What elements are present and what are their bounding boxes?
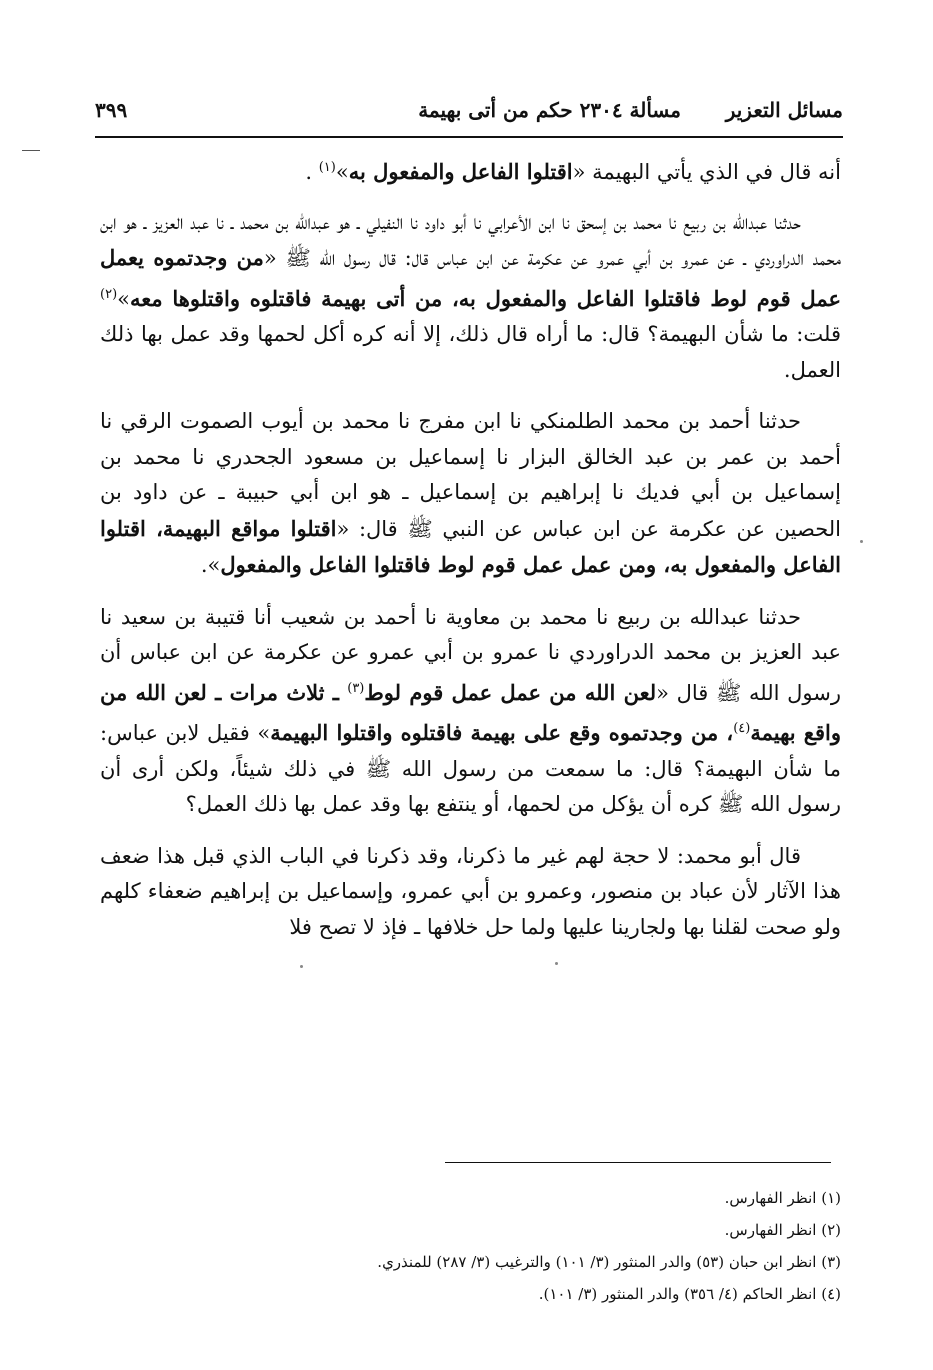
running-header — [95, 92, 843, 132]
text-segment: حدثنا عبدالله بن ربيع نا محمد بن معاوية نا أحمد بن شعيب أنا قتيبة بن سعيد نا عبد العزيز بن محمد الدراوردي نا عمرو بن أبي عمرو عن عكرمة عن ابن عباس أن رسول الله ﷺ قال « — [100, 604, 841, 705]
margin-mark — [22, 150, 40, 151]
paragraph-5 — [100, 839, 841, 946]
footnote-ref: (١) — [318, 160, 336, 175]
text-segment: . — [305, 160, 319, 184]
text-segment: حدثنا عبدالله بن ربيع نا محمد بن إسحق نا ابن الأعرابي نا أبو داود نا النفيلي ـ هو عبدالله بن محمد ـ نا عبد العزيز ـ هو ابن محمد الدراوردي ـ عن عمرو بن أبي عمرو عن عكرمة عن ابن عباس قال: قال رسول الله ﷺ « — [100, 209, 842, 270]
text-segment: ». — [200, 553, 221, 577]
footnote-divider — [445, 1162, 831, 1163]
hadith-quote: اقتلوا الفاعل والمفعول به — [348, 159, 573, 184]
header-book-title: مسائل التعزير — [725, 98, 843, 122]
footnote-1: (١) انظر الفهارس. — [724, 1189, 841, 1207]
speck — [860, 540, 863, 543]
footnote-3: (٣) انظر ابن حبان (٥٣) والدر المنثور (٣/ ١٠١) والترغيب (٣/ ٢٨٧) للمنذري. — [377, 1253, 841, 1271]
footnote-ref: (٣) — [347, 680, 365, 696]
text-segment: قلت: ما شأن البهيمة؟ قال: ما أراه قال ذلك، إلا أنه كره أكل لحمها وقد عمل بها ذلك العمل. — [100, 322, 841, 382]
text-segment: حدثنا أحمد بن محمد الطلمنكي نا ابن مفرج نا محمد بن أيوب الصموت الرقي نا أحمد بن عمر بن عبد الخالق البزار نا إسماعيل بن مسعود الجحدري نا محمد بن إسماعيل بن أبي فديك نا إبراهيم بن إسماعيل ـ هو ابن أبي حبيبة ـ عن داود بن الحصين عن عكرمة عن ابن عباس عن النبي ﷺ قال: « — [100, 409, 841, 541]
text-segment: » فقيل لابن عباس: ما شأن البهيمة؟ قال: ما سمعت من رسول الله ﷺ في ذلك شيئاً، ولكن أرى أن رسول الله ﷺ كره أن يؤكل من لحمها، أو ينتفع بها وقد عمل بها ذلك العمل؟ — [100, 721, 841, 816]
paragraph-1 — [100, 150, 841, 191]
speck — [555, 962, 558, 965]
text-segment: » — [335, 160, 349, 184]
page-number: ٣٩٩ — [95, 98, 128, 122]
footnote-ref: (٤) — [733, 721, 751, 736]
header-divider — [95, 136, 843, 138]
paragraph-3 — [100, 404, 841, 584]
text-segment: قال أبو محمد: لا حجة لهم غير ما ذكرنا، وقد ذكرنا في الباب الذي قبل هذا ضعف هذا الآثار لأن عباد بن منصور، وعمرو بن أبي عمرو، وإسماعيل بن إبراهيم ضعفاء كلهم ولو صحت لقلنا بها ولجارينا عليها ولما حل خلافها ـ فإذ لا تصح فلا — [100, 843, 841, 939]
header-issue-title: مسألة ٢٣٠٤ حكم من أتى بهيمة — [418, 98, 681, 122]
hadith-quote: اقتلوا مواقع البهيمة، اقتلوا الفاعل والمفعول به، ومن عمل عمل قوم لوط فاقتلوا الفاعل والمفعول — [100, 515, 841, 577]
text-segment: أنه قال في الذي يأتي البهيمة « — [572, 160, 841, 184]
text-segment: » — [117, 286, 130, 311]
hadith-quote: من وجدتموه يعمل عمل قوم لوط فاقتلوا الفاعل والمفعول به، من أتى بهيمة فاقتلوه واقتلوها معه — [100, 245, 841, 311]
main-text — [100, 150, 841, 961]
footnote-2: (٢) انظر الفهارس. — [724, 1221, 841, 1239]
paragraph-4 — [100, 600, 841, 823]
hadith-quote: ، من وجدتموه وقع على بهيمة فاقتلوه واقتلوا البهيمة — [270, 720, 734, 745]
footnote-ref: (٢) — [100, 286, 118, 302]
paragraph-2 — [100, 205, 841, 389]
footnote-4: (٤) انظر الحاكم (٤/ ٣٥٦) والدر المنثور (٣/ ١٠١). — [538, 1285, 841, 1303]
hadith-quote: لعن الله من عمل عمل قوم لوط — [364, 679, 657, 705]
hadith-quote: ـ ثلاث مرات ـ لعن الله من واقع بهيمة — [100, 679, 841, 745]
speck — [300, 965, 303, 968]
footnotes — [100, 1182, 841, 1310]
